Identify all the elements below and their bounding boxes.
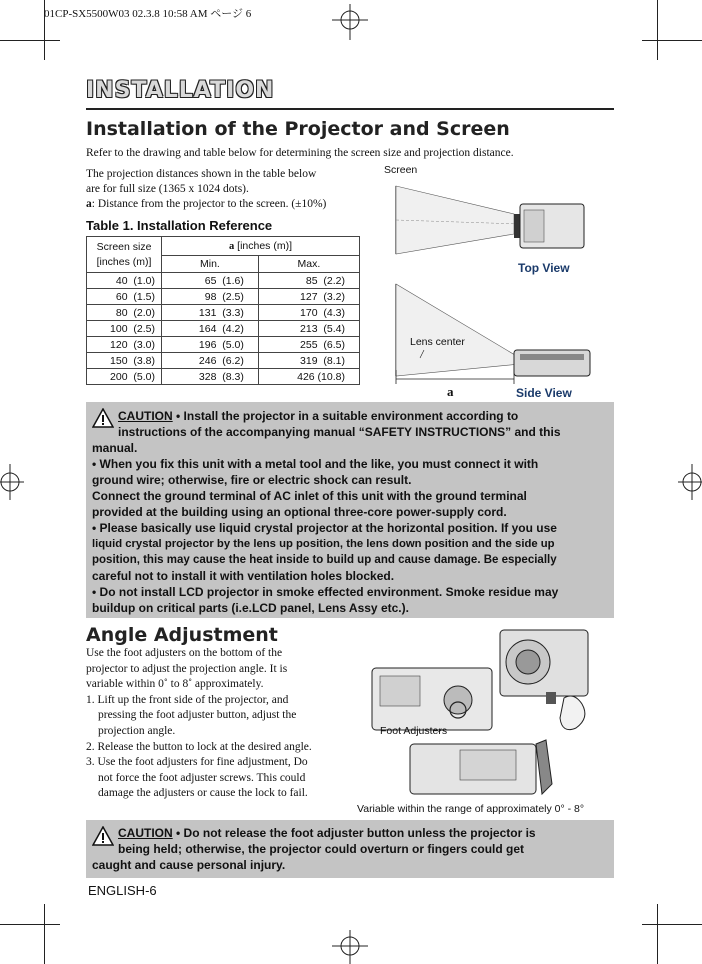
cell-max-distance: 426 (10.8) xyxy=(258,369,359,385)
table-row xyxy=(87,369,360,385)
table-header-row xyxy=(87,237,360,256)
registration-mark-top xyxy=(330,2,370,42)
col-header-max: Max. xyxy=(258,256,359,273)
table-row xyxy=(87,273,360,289)
caution-box-2 xyxy=(86,820,614,878)
caution-line: ground wire; otherwise, fire or electric shock can result. xyxy=(92,473,412,487)
header-unit: [inches (m)] xyxy=(234,240,292,252)
step-3-cont: not force the foot adjuster screws. This could xyxy=(98,771,306,784)
registration-mark-left xyxy=(0,462,24,502)
cell-min-distance: 98 (2.5) xyxy=(162,289,259,305)
crop-mark xyxy=(0,40,60,41)
col-header-distance xyxy=(162,237,360,256)
text-line: variable within 0˚ to 8˚ approximately. xyxy=(86,678,264,691)
caution-line: • Do not install LCD projector in smoke effected environment. Smoke residue may xyxy=(92,585,559,599)
caution-line-text: • Do not release the foot adjuster button unless the projector is xyxy=(172,826,536,840)
table-caption: Table 1. Installation Reference xyxy=(86,218,273,233)
caution-line: buildup on critical parts (i.e.LCD panel, Lens Assy etc.). xyxy=(92,601,409,615)
cell-screen-size: 100 (2.5) xyxy=(87,321,162,337)
foot-adjusters-label: Foot Adjusters xyxy=(380,725,448,737)
print-file-info: 01CP-SX5500W03 02.3.8 10:58 AM ページ 6 xyxy=(44,8,252,20)
top-view-label: Top View xyxy=(518,261,570,275)
cell-max-distance: 255 (6.5) xyxy=(258,337,359,353)
text-line: The projection distances shown in the table below xyxy=(86,168,317,180)
caution-line: • When you fix this unit with a metal tool and the like, you must connect it with xyxy=(92,457,539,471)
caution-label: CAUTION xyxy=(118,409,173,423)
cell-min-distance: 328 (8.3) xyxy=(162,369,259,385)
projection-beam-side xyxy=(396,284,520,376)
cell-screen-size: 60 (1.5) xyxy=(87,289,162,305)
lens-icon xyxy=(444,686,472,714)
cell-max-distance: 85 (2.2) xyxy=(258,273,359,289)
tilt-indicator-icon xyxy=(536,740,552,794)
angle-instructions xyxy=(86,646,354,802)
variable-range-caption: Variable within the range of approximately 0° - 8° xyxy=(357,803,585,815)
crop-mark xyxy=(657,904,658,964)
header-line: Screen size xyxy=(96,240,152,253)
text-line: Use the foot adjusters on the bottom of the xyxy=(86,647,283,659)
step-3: 3. Use the foot adjusters for fine adjustment, Do xyxy=(86,756,308,769)
text-line: projector to adjust the projection angle. It is xyxy=(86,662,288,675)
title-rule xyxy=(86,108,614,110)
caution-line: • Please basically use liquid crystal projector at the horizontal position. If you use xyxy=(92,521,557,535)
caution-box-1 xyxy=(86,402,614,618)
a-definition: : Distance from the projector to the screen. (±10%) xyxy=(91,198,327,210)
projection-beam-top xyxy=(396,186,514,254)
cell-max-distance: 170 (4.3) xyxy=(258,305,359,321)
caution-line: being held; otherwise, the projector could overturn or fingers could get xyxy=(118,842,525,856)
step-2: 2. Release the button to lock at the desired angle. xyxy=(86,740,312,753)
step-3-cont: damage the adjusters or cause the lock to fail. xyxy=(98,787,308,800)
table-row xyxy=(87,353,360,369)
caution-text-1 xyxy=(92,408,610,616)
registration-mark-right xyxy=(678,462,702,502)
cell-screen-size: 40 (1.0) xyxy=(87,273,162,289)
col-header-screen-size xyxy=(87,237,162,273)
section-title-installation: Installation of the Projector and Screen xyxy=(86,118,510,140)
table-row xyxy=(87,305,360,321)
caution-text-2 xyxy=(92,825,610,873)
text-line: are for full size (1365 x 1024 dots). xyxy=(86,183,249,195)
cell-screen-size: 200 (5.0) xyxy=(87,369,162,385)
vent-icon xyxy=(520,354,584,360)
installation-diagram xyxy=(380,164,614,400)
crop-mark xyxy=(642,40,702,41)
distance-a-label: a xyxy=(447,384,454,399)
text-line xyxy=(86,197,376,212)
cell-min-distance: 164 (4.2) xyxy=(162,321,259,337)
lens-inner-icon xyxy=(516,650,540,674)
projector-grill-icon xyxy=(380,676,420,706)
foot-adjuster-icon xyxy=(546,692,556,704)
caution-line: instructions of the accompanying manual “SAFETY INSTRUCTIONS” and this xyxy=(118,425,561,439)
cell-min-distance: 131 (3.3) xyxy=(162,305,259,321)
cell-screen-size: 120 (3.0) xyxy=(87,337,162,353)
intro-text: Refer to the drawing and table below for determining the screen size and projection distance. xyxy=(86,147,514,159)
caution-line: provided at the building using an optional three-core power-supply cord. xyxy=(92,505,507,519)
cell-screen-size: 150 (3.8) xyxy=(87,353,162,369)
projector-panel-icon xyxy=(524,210,544,242)
col-header-min: Min. xyxy=(162,256,259,273)
step-1: 1. Lift up the front side of the projector, and xyxy=(86,693,289,706)
caution-line: Connect the ground terminal of AC inlet of this unit with the ground terminal xyxy=(92,489,527,503)
projection-note xyxy=(86,167,376,212)
caution-line xyxy=(92,825,610,841)
caution-line-text: • Install the projector in a suitable environment according to xyxy=(172,409,519,423)
connector-panel-icon xyxy=(460,750,516,780)
installation-reference-table xyxy=(86,236,360,385)
cell-max-distance: 213 (5.4) xyxy=(258,321,359,337)
angle-adjustment-diagram xyxy=(360,628,614,798)
screen-label: Screen xyxy=(384,164,418,176)
page-number: ENGLISH-6 xyxy=(88,883,157,898)
crop-mark xyxy=(0,924,60,925)
table-row xyxy=(87,321,360,337)
step-1-cont: projection angle. xyxy=(98,724,176,737)
a-symbol: a xyxy=(228,241,235,252)
a-symbol: a xyxy=(86,198,92,210)
table-row xyxy=(87,289,360,305)
caution-line xyxy=(92,408,610,424)
cell-min-distance: 65 (1.6) xyxy=(162,273,259,289)
cell-max-distance: 127 (3.2) xyxy=(258,289,359,305)
crop-mark xyxy=(44,904,45,964)
registration-mark-bottom xyxy=(330,930,370,964)
lens-center-label: Lens center xyxy=(410,336,465,348)
section-title-angle-adjustment: Angle Adjustment xyxy=(86,624,278,646)
lens-icon xyxy=(514,214,520,238)
table-row xyxy=(87,337,360,353)
cell-min-distance: 196 (5.0) xyxy=(162,337,259,353)
caution-line: liquid crystal projector by the lens up position, the lens down position and the side up xyxy=(92,538,555,550)
cell-screen-size: 80 (2.0) xyxy=(87,305,162,321)
page-title: INSTALLATION xyxy=(86,78,275,103)
cell-max-distance: 319 (8.1) xyxy=(258,353,359,369)
caution-line: caught and cause personal injury. xyxy=(92,858,286,872)
projector-side-view-icon xyxy=(514,350,590,376)
caution-line: position, this may cause the heat inside to build up and cause damage. Be especially xyxy=(92,554,557,566)
header-line: [inches (m)] xyxy=(96,255,152,268)
crop-mark xyxy=(642,924,702,925)
hand-icon xyxy=(560,696,585,730)
side-view-label: Side View xyxy=(516,386,572,400)
cell-min-distance: 246 (6.2) xyxy=(162,353,259,369)
caution-line: manual. xyxy=(92,441,138,455)
caution-label: CAUTION xyxy=(118,826,173,840)
crop-mark xyxy=(657,0,658,60)
step-1-cont: pressing the foot adjuster button, adjust the xyxy=(98,709,297,722)
caution-line: careful not to install it with ventilation holes blocked. xyxy=(92,569,395,583)
